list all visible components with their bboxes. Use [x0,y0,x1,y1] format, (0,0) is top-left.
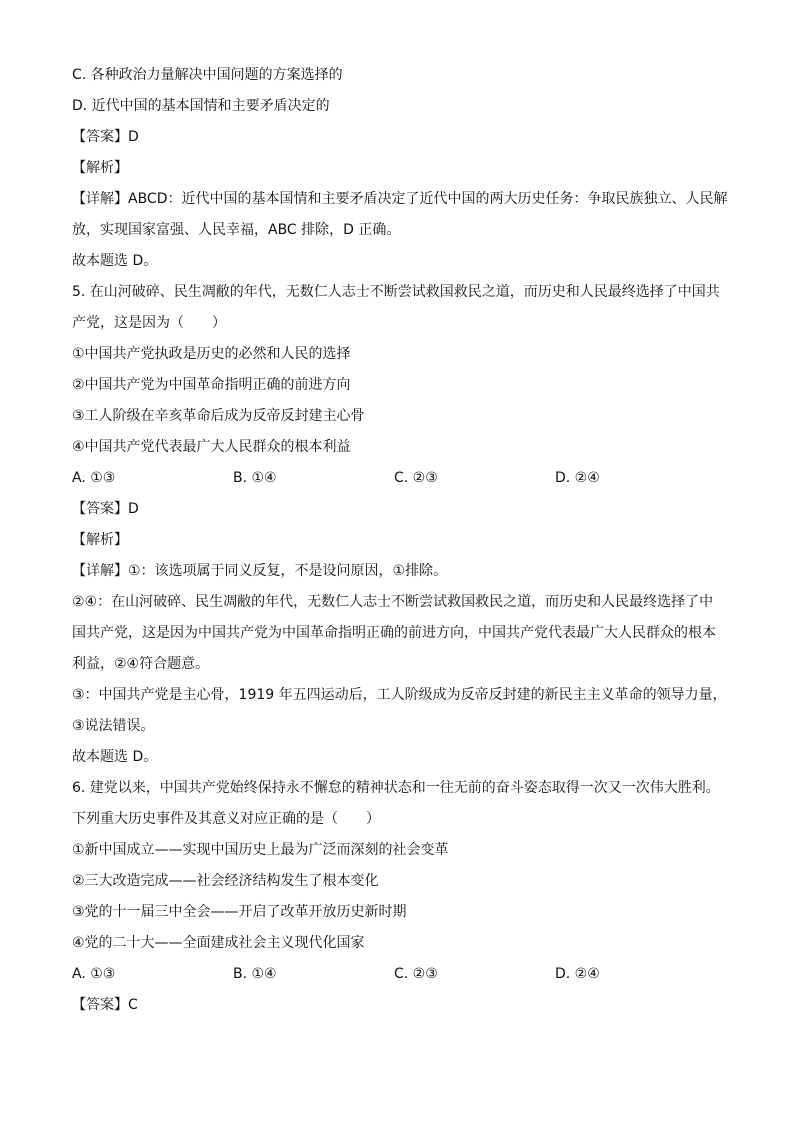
q6-statement-3: ③党的十一届三中全会——开启了改革开放历史新时期 [72,904,407,920]
q5-analysis-heading: 【解析】 [72,532,128,548]
q6-option-c: C. ②③ [394,966,438,982]
q5-answer: 【答案】D [72,501,139,517]
q6-stem-line-1: 6. 建党以来，中国共产党始终保持永不懈怠的精神状态和一往无前的奋斗姿态取得一次又一次伟大胜利。 [72,780,720,796]
q6-options [72,959,722,990]
q4-conclusion: 故本题选 D。 [72,253,158,269]
q4-option-d: D. 近代中国的基本国情和主要矛盾决定的 [72,98,330,114]
q6-option-d: D. ②④ [555,966,600,982]
q5-detail-line-5: ③：中国共产党是主心骨，1919 年五四运动后，工人阶级成为反帝反封建的新民主主义革命的领导力量， [72,687,727,703]
q5-stem-line-2: 产党，这是因为（ ） [72,315,226,331]
q4-detail-line-2: 放，实现国家富强、人民幸福，ABC 排除，D 正确。 [72,222,401,238]
q5-statement-2: ②中国共产党为中国革命指明正确的前进方向 [72,377,351,393]
q5-option-d: D. ②④ [555,470,600,486]
q5-statement-1: ①中国共产党执政是历史的必然和人民的选择 [72,346,351,362]
q4-detail-line-1: 【详解】ABCD：近代中国的基本国情和主要矛盾决定了近代中国的两大历史任务：争取民族独立、人民解 [72,191,728,207]
q6-statement-4: ④党的二十大——全面建成社会主义现代化国家 [72,935,365,951]
q5-detail-line-2: ②④：在山河破碎、民生凋敝的年代，无数仁人志士不断尝试救国救民之道，而历史和人民最终选择了中 [72,594,714,610]
q5-detail-line-4: 利益，②④符合题意。 [72,656,210,672]
q5-statement-3: ③工人阶级在辛亥革命后成为反帝反封建主心骨 [72,408,365,424]
q4-analysis-heading: 【解析】 [72,160,128,176]
q6-answer: 【答案】C [72,997,138,1013]
q4-answer: 【答案】D [72,129,139,145]
document-page [72,60,728,1021]
q6-option-a: A. ①③ [72,966,116,982]
q4-option-c: C. 各种政治力量解决中国问题的方案选择的 [72,67,343,83]
q5-detail-line-1: 【详解】①：该选项属于同义反复，不是设问原因，①排除。 [72,563,448,579]
q5-statement-4: ④中国共产党代表最广大人民群众的根本利益 [72,439,351,455]
q5-detail-line-6: ③说法错误。 [72,718,155,734]
q5-option-a: A. ①③ [72,470,116,486]
q5-options [72,463,722,494]
q5-option-b: B. ①④ [233,470,277,486]
q6-statement-2: ②三大改造完成——社会经济结构发生了根本变化 [72,873,379,889]
q5-stem-line-1: 5. 在山河破碎、民生凋敝的年代，无数仁人志士不断尝试救国救民之道，而历史和人民最终选择了中国共 [72,284,720,300]
q6-stem-line-2: 下列重大历史事件及其意义对应正确的是（ ） [72,811,380,827]
q5-option-c: C. ②③ [394,470,438,486]
q6-statement-1: ①新中国成立——实现中国历史上最为广泛而深刻的社会变革 [72,842,449,858]
q5-conclusion: 故本题选 D。 [72,749,158,765]
q6-option-b: B. ①④ [233,966,277,982]
q5-detail-line-3: 国共产党，这是因为中国共产党为中国革命指明正确的前进方向，中国共产党代表最广大人民群众的根本 [72,625,716,641]
